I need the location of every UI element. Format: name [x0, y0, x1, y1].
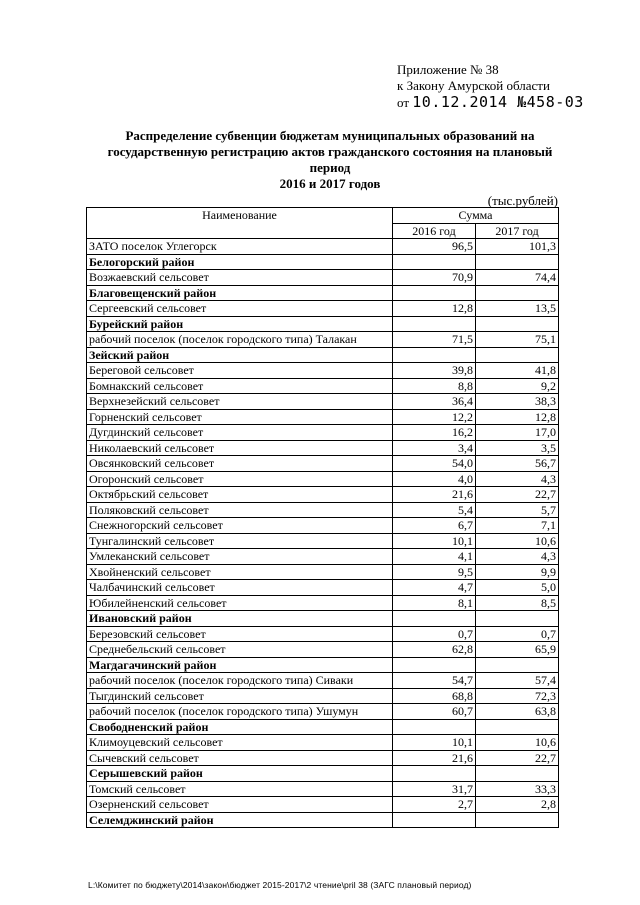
row-value-2017: 38,3	[476, 394, 559, 410]
row-name: Верхнезейский сельсовет	[87, 394, 393, 410]
row-value-2017: 13,5	[476, 301, 559, 317]
row-name: Бомнакский сельсовет	[87, 378, 393, 394]
title-line-2: государственную регистрацию актов гражданского состояния на плановый период	[107, 144, 553, 175]
row-name: Благовещенский район	[87, 285, 393, 301]
row-value-2016: 21,6	[393, 487, 476, 503]
header-name: Наименование	[87, 208, 393, 239]
table-row	[87, 580, 559, 596]
row-value-2017: 65,9	[476, 642, 559, 658]
row-value-2016	[393, 347, 476, 363]
row-name: Овсянковский сельсовет	[87, 456, 393, 472]
row-value-2017: 22,7	[476, 750, 559, 766]
appendix-date-value: 10.12.2014 №458-03	[412, 93, 584, 111]
appendix-number: Приложение № 38	[397, 62, 499, 77]
row-value-2016: 68,8	[393, 688, 476, 704]
row-name: Поляковский сельсовет	[87, 502, 393, 518]
row-value-2016: 96,5	[393, 239, 476, 255]
district-row	[87, 254, 559, 270]
table-row	[87, 440, 559, 456]
table-row	[87, 270, 559, 286]
subvention-table	[86, 207, 559, 828]
row-name: Возжаевский сельсовет	[87, 270, 393, 286]
row-value-2017: 8,5	[476, 595, 559, 611]
unit-label: (тыс.рублей)	[487, 193, 558, 208]
district-row	[87, 657, 559, 673]
appendix-block	[397, 62, 584, 111]
district-row	[87, 611, 559, 627]
document-title	[92, 128, 568, 192]
row-name: Умлеканский сельсовет	[87, 549, 393, 565]
row-value-2016: 54,0	[393, 456, 476, 472]
row-value-2016: 8,1	[393, 595, 476, 611]
row-value-2017	[476, 254, 559, 270]
table-row	[87, 471, 559, 487]
row-value-2016: 8,8	[393, 378, 476, 394]
district-row	[87, 812, 559, 828]
row-value-2017: 0,7	[476, 626, 559, 642]
appendix-law: к Закону Амурской области	[397, 78, 550, 93]
row-value-2016	[393, 254, 476, 270]
row-name: Селемджинский район	[87, 812, 393, 828]
table-row	[87, 363, 559, 379]
row-value-2017	[476, 766, 559, 782]
row-name: Октябрьский сельсовет	[87, 487, 393, 503]
row-value-2016: 4,1	[393, 549, 476, 565]
row-name: Дугдинский сельсовет	[87, 425, 393, 441]
row-value-2017: 101,3	[476, 239, 559, 255]
row-value-2017: 63,8	[476, 704, 559, 720]
district-row	[87, 766, 559, 782]
row-value-2017: 33,3	[476, 781, 559, 797]
appendix-date	[397, 94, 584, 111]
table-row	[87, 750, 559, 766]
row-value-2016: 60,7	[393, 704, 476, 720]
row-value-2016: 54,7	[393, 673, 476, 689]
row-name: Озерненский сельсовет	[87, 797, 393, 813]
row-value-2017: 9,2	[476, 378, 559, 394]
table-row	[87, 502, 559, 518]
table-row	[87, 549, 559, 565]
table-row	[87, 595, 559, 611]
row-value-2016: 70,9	[393, 270, 476, 286]
row-value-2017	[476, 719, 559, 735]
row-value-2017: 5,7	[476, 502, 559, 518]
row-name: Серышевский район	[87, 766, 393, 782]
row-value-2017: 75,1	[476, 332, 559, 348]
row-value-2017: 17,0	[476, 425, 559, 441]
table-row	[87, 673, 559, 689]
row-value-2016	[393, 316, 476, 332]
row-name: Бурейский район	[87, 316, 393, 332]
row-name: Ивановский район	[87, 611, 393, 627]
title-line-1: Распределение субвенции бюджетам муниципальных образований на	[125, 128, 535, 143]
row-value-2016: 9,5	[393, 564, 476, 580]
table-row	[87, 456, 559, 472]
row-name: ЗАТО поселок Углегорск	[87, 239, 393, 255]
row-name: рабочий поселок (поселок городского типа) Талакан	[87, 332, 393, 348]
row-name: Береговой сельсовет	[87, 363, 393, 379]
row-name: Белогорский район	[87, 254, 393, 270]
district-row	[87, 316, 559, 332]
row-name: Горненский сельсовет	[87, 409, 393, 425]
row-value-2017: 57,4	[476, 673, 559, 689]
row-value-2017	[476, 347, 559, 363]
row-value-2017: 10,6	[476, 533, 559, 549]
row-value-2016: 21,6	[393, 750, 476, 766]
table-row	[87, 378, 559, 394]
table-header-row	[87, 208, 559, 224]
table-row	[87, 425, 559, 441]
row-value-2016: 36,4	[393, 394, 476, 410]
table-row	[87, 409, 559, 425]
row-name: Чалбачинский сельсовет	[87, 580, 393, 596]
row-name: рабочий поселок (поселок городского типа) Сиваки	[87, 673, 393, 689]
row-value-2016: 16,2	[393, 425, 476, 441]
row-name: Сычевский сельсовет	[87, 750, 393, 766]
table-body	[87, 239, 559, 828]
row-value-2016: 4,7	[393, 580, 476, 596]
row-value-2017: 3,5	[476, 440, 559, 456]
row-value-2017	[476, 611, 559, 627]
row-value-2017: 9,9	[476, 564, 559, 580]
row-value-2016	[393, 611, 476, 627]
row-value-2017: 74,4	[476, 270, 559, 286]
row-name: Свободненский район	[87, 719, 393, 735]
row-value-2017: 2,8	[476, 797, 559, 813]
row-value-2016: 71,5	[393, 332, 476, 348]
appendix-date-prefix: от	[397, 95, 410, 110]
table-row	[87, 394, 559, 410]
table-row	[87, 239, 559, 255]
row-value-2017	[476, 812, 559, 828]
row-value-2016: 0,7	[393, 626, 476, 642]
district-row	[87, 285, 559, 301]
row-value-2017: 72,3	[476, 688, 559, 704]
row-name: Николаевский сельсовет	[87, 440, 393, 456]
district-row	[87, 719, 559, 735]
row-name: Магдагачинский район	[87, 657, 393, 673]
row-name: Юбилейненский сельсовет	[87, 595, 393, 611]
row-value-2017: 41,8	[476, 363, 559, 379]
row-value-2016: 62,8	[393, 642, 476, 658]
row-value-2017: 5,0	[476, 580, 559, 596]
row-value-2017: 56,7	[476, 456, 559, 472]
row-name: Снежногорский сельсовет	[87, 518, 393, 534]
table-row	[87, 735, 559, 751]
row-name: Хвойненский сельсовет	[87, 564, 393, 580]
table-row	[87, 564, 559, 580]
row-name: Березовский сельсовет	[87, 626, 393, 642]
row-value-2016: 4,0	[393, 471, 476, 487]
row-value-2016: 2,7	[393, 797, 476, 813]
table-row	[87, 518, 559, 534]
table-row	[87, 781, 559, 797]
row-value-2017: 4,3	[476, 471, 559, 487]
row-name: рабочий поселок (поселок городского типа) Ушумун	[87, 704, 393, 720]
row-name: Тунгалинский сельсовет	[87, 533, 393, 549]
district-row	[87, 347, 559, 363]
row-value-2016	[393, 657, 476, 673]
row-value-2016	[393, 812, 476, 828]
table-row	[87, 626, 559, 642]
row-value-2017: 7,1	[476, 518, 559, 534]
row-value-2017	[476, 657, 559, 673]
file-path-footer: L:\Комитет по бюджету\2014\закон\бюджет 2015-2017\2 чтение\pril 38 (ЗАГС плановый период)	[88, 880, 472, 890]
table-row	[87, 797, 559, 813]
row-value-2016: 5,4	[393, 502, 476, 518]
row-value-2017: 4,3	[476, 549, 559, 565]
row-value-2016: 39,8	[393, 363, 476, 379]
row-value-2016: 10,1	[393, 735, 476, 751]
row-value-2016: 31,7	[393, 781, 476, 797]
table-row	[87, 533, 559, 549]
row-name: Томский сельсовет	[87, 781, 393, 797]
row-value-2017: 12,8	[476, 409, 559, 425]
row-name: Огоронский сельсовет	[87, 471, 393, 487]
table-row	[87, 688, 559, 704]
row-value-2016: 10,1	[393, 533, 476, 549]
row-value-2017: 10,6	[476, 735, 559, 751]
row-value-2016: 6,7	[393, 518, 476, 534]
row-value-2016: 3,4	[393, 440, 476, 456]
table-row	[87, 332, 559, 348]
title-line-3: 2016 и 2017 годов	[279, 176, 381, 191]
table-row	[87, 704, 559, 720]
table-row	[87, 642, 559, 658]
table-row	[87, 301, 559, 317]
row-value-2016	[393, 766, 476, 782]
row-name: Климоуцевский сельсовет	[87, 735, 393, 751]
row-value-2017	[476, 285, 559, 301]
row-value-2016: 12,2	[393, 409, 476, 425]
header-year-2016: 2016 год	[393, 223, 476, 239]
row-value-2016: 12,8	[393, 301, 476, 317]
row-name: Среднебельский сельсовет	[87, 642, 393, 658]
header-year-2017: 2017 год	[476, 223, 559, 239]
row-name: Сергеевский сельсовет	[87, 301, 393, 317]
table-row	[87, 487, 559, 503]
row-name: Тыгдинский сельсовет	[87, 688, 393, 704]
row-value-2016	[393, 719, 476, 735]
row-value-2017	[476, 316, 559, 332]
row-value-2016	[393, 285, 476, 301]
row-name: Зейский район	[87, 347, 393, 363]
row-value-2017: 22,7	[476, 487, 559, 503]
header-sum: Сумма	[393, 208, 559, 224]
